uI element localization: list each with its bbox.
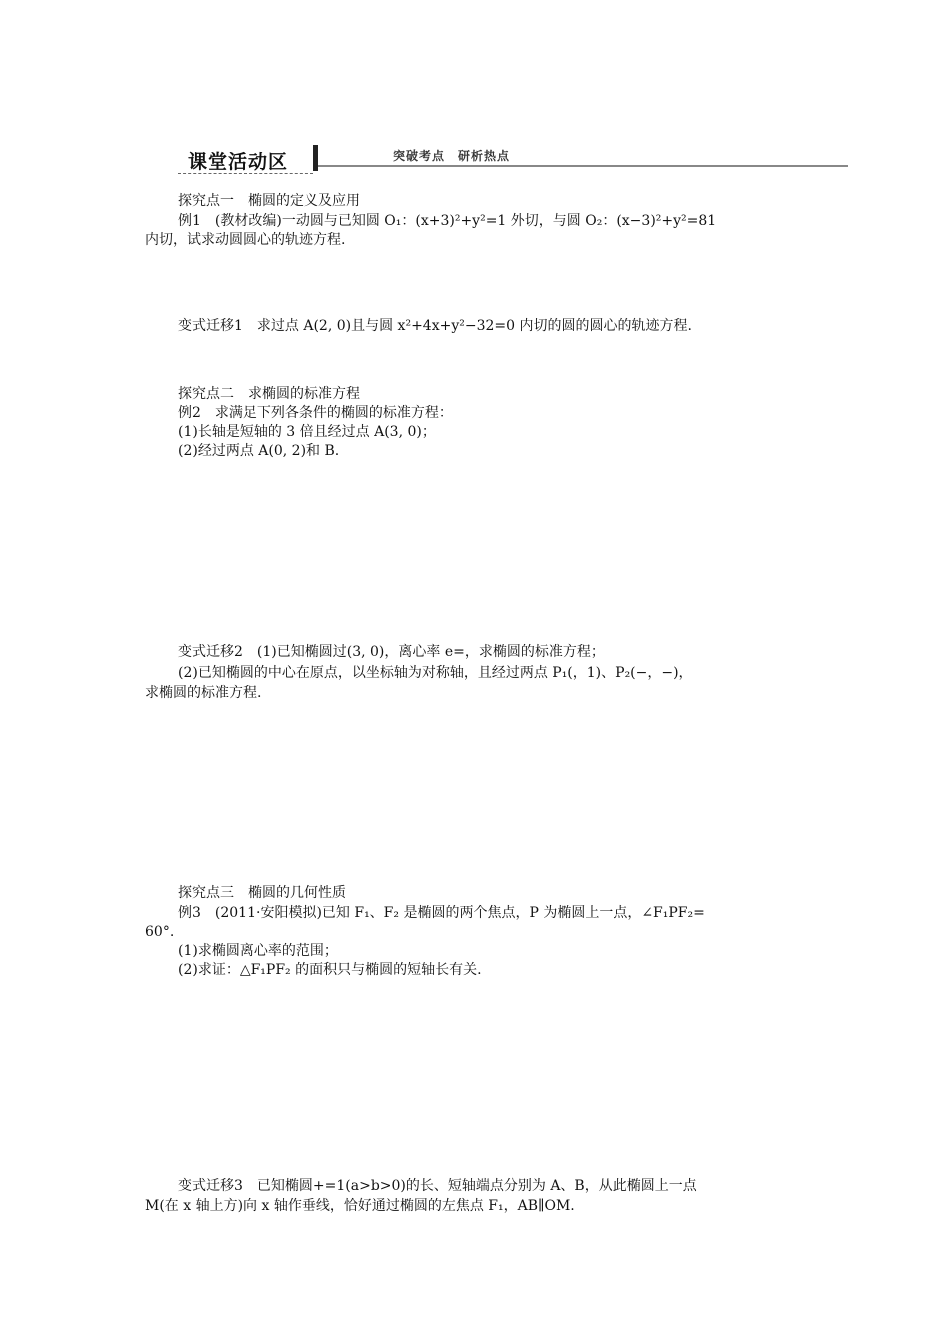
- example-3-part-2: (2)求证：△F₁PF₂ 的面积只与椭圆的短轴长有关.: [178, 962, 482, 978]
- example-1-line-2: 内切，试求动圆圆心的轨迹方程.: [145, 232, 346, 248]
- variant-2-line-3: 求椭圆的标准方程.: [145, 685, 262, 701]
- topic-3-heading: 探究点三 椭圆的几何性质: [178, 885, 346, 901]
- section-subtitle: 突破考点 研析热点: [393, 149, 511, 163]
- example-3-line-1: 例3 (2011·安阳模拟)已知 F₁、F₂ 是椭圆的两个焦点，P 为椭圆上一点，∠F₁PF₂=: [178, 905, 705, 921]
- variant-2-line-2: (2)已知椭圆的中心在原点，以坐标轴为对称轴，且经过两点 P₁(，1)、P₂(−，−)，: [178, 665, 693, 681]
- example-1-line-1: 例1 (教材改编)一动圆与已知圆 O₁：(x+3)²+y²=1 外切，与圆 O₂：(x−3)²+y²=81: [178, 213, 717, 229]
- variant-2-line-1: 变式迁移2 (1)已知椭圆过(3, 0)，离心率 e=，求椭圆的标准方程；: [178, 644, 605, 660]
- topic-2-heading: 探究点二 求椭圆的标准方程: [178, 386, 360, 402]
- header-bar: [313, 145, 318, 171]
- header-dashed-underline: [178, 173, 313, 174]
- example-2-part-2: (2)经过两点 A(0, 2)和 B.: [178, 443, 340, 459]
- example-2-intro: 例2 求满足下列各条件的椭圆的标准方程：: [178, 405, 453, 421]
- example-3-line-2: 60°.: [145, 924, 175, 940]
- topic-1-heading: 探究点一 椭圆的定义及应用: [178, 193, 360, 209]
- variant-3-line-1: 变式迁移3 已知椭圆+=1(a>b>0)的长、短轴端点分别为 A、B，从此椭圆上一点: [178, 1178, 697, 1194]
- section-title: 课堂活动区: [188, 151, 289, 173]
- variant-1: 变式迁移1 求过点 A(2, 0)且与圆 x²+4x+y²−32=0 内切的圆的圆心的轨迹方程.: [178, 318, 692, 334]
- example-2-part-1: (1)长轴是短轴的 3 倍且经过点 A(3, 0)；: [178, 424, 436, 440]
- section-header: [178, 143, 848, 179]
- header-rule: [318, 165, 848, 167]
- variant-3-line-2: M(在 x 轴上方)向 x 轴作垂线，恰好通过椭圆的左焦点 F₁，AB∥OM.: [145, 1198, 575, 1214]
- example-3-part-1: (1)求椭圆离心率的范围；: [178, 943, 338, 959]
